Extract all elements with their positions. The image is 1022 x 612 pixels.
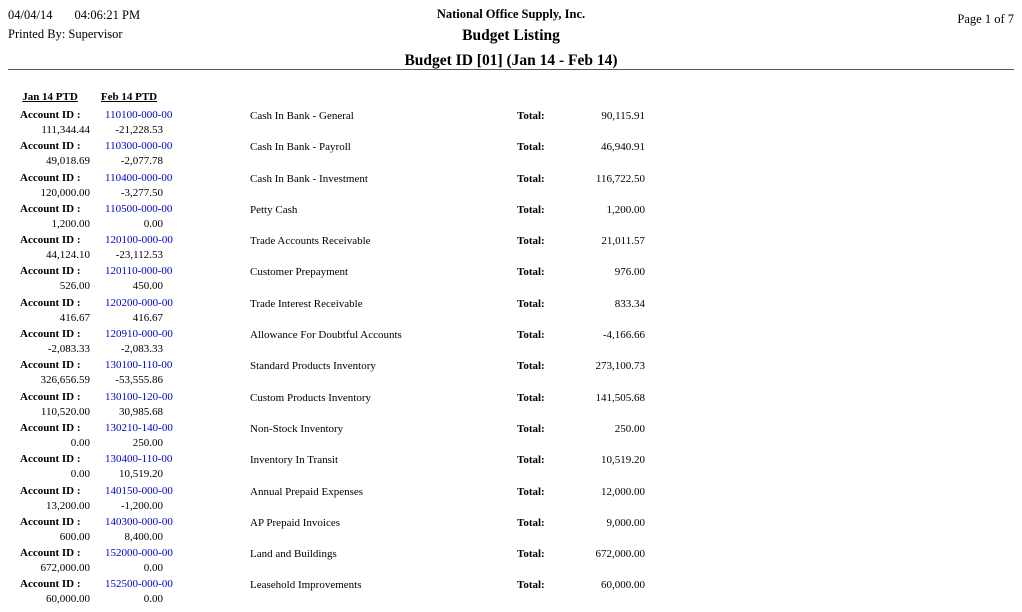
jan-ptd-value: 0.00 — [70, 468, 90, 481]
budget-row — [10, 484, 1022, 515]
account-description: Customer Prepayment — [250, 266, 349, 279]
account-id-label: Account ID : — [20, 171, 81, 184]
total-label: Total: — [517, 110, 545, 122]
page-title: Budget Listing — [462, 27, 560, 44]
total-value: 672,000.00 — [595, 548, 645, 561]
budget-row — [10, 108, 1022, 139]
feb-ptd-value: -23,112.53 — [115, 249, 163, 262]
feb-ptd-value: -53,555.86 — [115, 374, 163, 387]
account-id-link[interactable]: 152500-000-00 — [105, 578, 173, 591]
feb-ptd-value: -3,277.50 — [120, 186, 163, 199]
account-id-label: Account ID : — [20, 109, 81, 121]
budget-row — [10, 390, 1022, 421]
budget-row — [10, 233, 1022, 264]
account-id-label: Account ID : — [20, 265, 81, 278]
account-description: Land and Buildings — [250, 548, 337, 561]
account-id-label: Account ID : — [20, 484, 81, 497]
account-id-link[interactable]: 120910-000-00 — [105, 328, 173, 341]
total-label: Total: — [517, 422, 545, 435]
total-label: Total: — [517, 548, 545, 561]
budget-row — [10, 358, 1022, 389]
total-value: 273,100.73 — [595, 360, 645, 373]
feb-ptd-value: 250.00 — [132, 436, 163, 449]
account-description: Standard Products Inventory — [250, 360, 376, 373]
account-id-link[interactable]: 120110-000-00 — [105, 265, 173, 278]
jan-ptd-value: 326,656.59 — [40, 374, 90, 387]
total-label: Total: — [517, 516, 545, 529]
company-name: National Office Supply, Inc. — [436, 7, 586, 21]
jan-ptd-value: 49,018.69 — [46, 155, 90, 168]
budget-row — [10, 546, 1022, 577]
account-id-link[interactable]: 140300-000-00 — [105, 515, 173, 528]
budget-row — [10, 264, 1022, 295]
budget-row — [10, 421, 1022, 452]
account-id-link[interactable]: 140150-000-00 — [105, 484, 173, 497]
account-description: Cash In Bank - Payroll — [250, 141, 351, 154]
total-label: Total: — [517, 360, 545, 373]
feb-ptd-value: 0.00 — [143, 593, 163, 606]
account-id-label: Account ID : — [20, 328, 81, 341]
account-id-label: Account ID : — [20, 359, 81, 372]
account-id-link[interactable]: 110100-000-00 — [105, 109, 173, 121]
account-description: Cash In Bank - Investment — [250, 172, 368, 185]
total-value: 60,000.00 — [601, 579, 645, 592]
account-id-label: Account ID : — [20, 140, 81, 153]
account-id-link[interactable]: 130400-110-00 — [105, 453, 173, 466]
account-id-label: Account ID : — [20, 578, 81, 591]
feb-ptd-value: -21,228.53 — [115, 124, 163, 136]
feb-ptd-value: 0.00 — [143, 217, 163, 230]
jan-ptd-value: 0.00 — [70, 436, 90, 449]
account-id-link[interactable]: 130210-140-00 — [105, 421, 173, 434]
total-value: 46,940.91 — [601, 141, 645, 154]
account-id-label: Account ID : — [20, 234, 81, 247]
account-id-label: Account ID : — [20, 453, 81, 466]
account-id-link[interactable]: 130100-120-00 — [105, 390, 173, 403]
feb-ptd-value: 8,400.00 — [124, 530, 163, 543]
report-date: 04/04/14 — [8, 8, 53, 22]
total-value: 9,000.00 — [606, 516, 645, 529]
feb-ptd-value: -1,200.00 — [120, 499, 163, 512]
account-id-label: Account ID : — [20, 390, 81, 403]
total-value: 12,000.00 — [601, 485, 645, 498]
total-label: Total: — [517, 235, 545, 248]
account-id-link[interactable]: 110500-000-00 — [105, 202, 173, 215]
total-value: 90,115.91 — [601, 110, 645, 122]
feb-ptd-value: 10,519.20 — [119, 468, 163, 481]
feb-ptd-value: 416.67 — [132, 311, 163, 324]
budget-row — [10, 296, 1022, 327]
budget-row — [10, 327, 1022, 358]
jan-ptd-value: 416.67 — [59, 311, 90, 324]
jan-ptd-value: 526.00 — [59, 280, 90, 293]
total-value: 976.00 — [614, 266, 645, 279]
account-id-link[interactable]: 120200-000-00 — [105, 296, 173, 309]
report-rows — [10, 108, 1022, 609]
printed-by-label: Printed By: — [8, 27, 66, 41]
account-id-label: Account ID : — [20, 515, 81, 528]
total-label: Total: — [517, 141, 545, 154]
total-label: Total: — [517, 454, 545, 467]
jan-ptd-value: 1,200.00 — [51, 217, 90, 230]
column-header-jan-ptd: Jan 14 PTD — [22, 91, 78, 103]
total-value: 21,011.57 — [601, 235, 645, 248]
column-header-feb-ptd: Feb 14 PTD — [100, 91, 158, 103]
total-label: Total: — [517, 172, 545, 185]
budget-row — [10, 171, 1022, 202]
budget-id-line: Budget ID [01] (Jan 14 - Feb 14) — [404, 52, 618, 69]
account-description: Non-Stock Inventory — [250, 422, 344, 435]
account-description: Cash In Bank - General — [250, 110, 354, 122]
account-id-label: Account ID : — [20, 421, 81, 434]
jan-ptd-value: 60,000.00 — [46, 593, 90, 606]
total-value: 10,519.20 — [601, 454, 645, 467]
account-id-link[interactable]: 152000-000-00 — [105, 547, 173, 560]
jan-ptd-value: -2,083.33 — [47, 343, 90, 356]
total-value: 116,722.50 — [595, 172, 645, 185]
account-description: Trade Accounts Receivable — [250, 235, 371, 248]
budget-row — [10, 577, 1022, 608]
total-label: Total: — [517, 485, 545, 498]
jan-ptd-value: 44,124.10 — [46, 249, 90, 262]
jan-ptd-value: 111,344.44 — [41, 124, 90, 136]
total-label: Total: — [517, 391, 545, 404]
total-value: 141,505.68 — [595, 391, 645, 404]
feb-ptd-value: 450.00 — [132, 280, 163, 293]
feb-ptd-value: -2,083.33 — [120, 343, 163, 356]
printed-by-value: Supervisor — [68, 27, 123, 41]
account-description: Trade Interest Receivable — [250, 297, 363, 310]
report-time: 04:06:21 PM — [74, 8, 141, 22]
jan-ptd-value: 13,200.00 — [46, 499, 90, 512]
budget-row — [10, 139, 1022, 170]
total-label: Total: — [517, 203, 545, 216]
budget-row — [10, 202, 1022, 233]
jan-ptd-value: 110,520.00 — [40, 405, 90, 418]
total-label: Total: — [517, 579, 545, 592]
total-label: Total: — [517, 297, 545, 310]
account-description: Leasehold Improvements — [250, 579, 362, 592]
account-id-label: Account ID : — [20, 296, 81, 309]
account-description: AP Prepaid Invoices — [250, 516, 341, 529]
feb-ptd-value: -2,077.78 — [120, 155, 163, 168]
total-value: -4,166.66 — [602, 329, 645, 342]
account-description: Petty Cash — [250, 203, 298, 216]
account-description: Annual Prepaid Expenses — [250, 485, 364, 498]
total-value: 833.34 — [614, 297, 645, 310]
jan-ptd-value: 120,000.00 — [40, 186, 90, 199]
account-id-link[interactable]: 120100-000-00 — [105, 234, 173, 247]
account-id-link[interactable]: 110300-000-00 — [105, 140, 173, 153]
total-value: 250.00 — [614, 422, 645, 435]
report-header-center — [0, 7, 1022, 70]
account-description: Allowance For Doubtful Accounts — [250, 329, 402, 342]
feb-ptd-value: 30,985.68 — [119, 405, 163, 418]
feb-ptd-value: 0.00 — [143, 562, 163, 575]
page-indicator: Page 1 of 7 — [957, 12, 1014, 26]
jan-ptd-value: 600.00 — [59, 530, 90, 543]
total-value: 1,200.00 — [606, 203, 645, 216]
header-divider — [8, 69, 1014, 70]
account-id-label: Account ID : — [20, 547, 81, 560]
account-id-label: Account ID : — [20, 202, 81, 215]
account-description: Inventory In Transit — [250, 454, 338, 467]
total-label: Total: — [517, 329, 545, 342]
budget-row — [10, 452, 1022, 483]
account-id-link[interactable]: 130100-110-00 — [105, 359, 173, 372]
budget-row — [10, 515, 1022, 546]
account-id-link[interactable]: 110400-000-00 — [105, 171, 173, 184]
account-description: Custom Products Inventory — [250, 391, 371, 404]
jan-ptd-value: 672,000.00 — [40, 562, 90, 575]
total-label: Total: — [517, 266, 545, 279]
